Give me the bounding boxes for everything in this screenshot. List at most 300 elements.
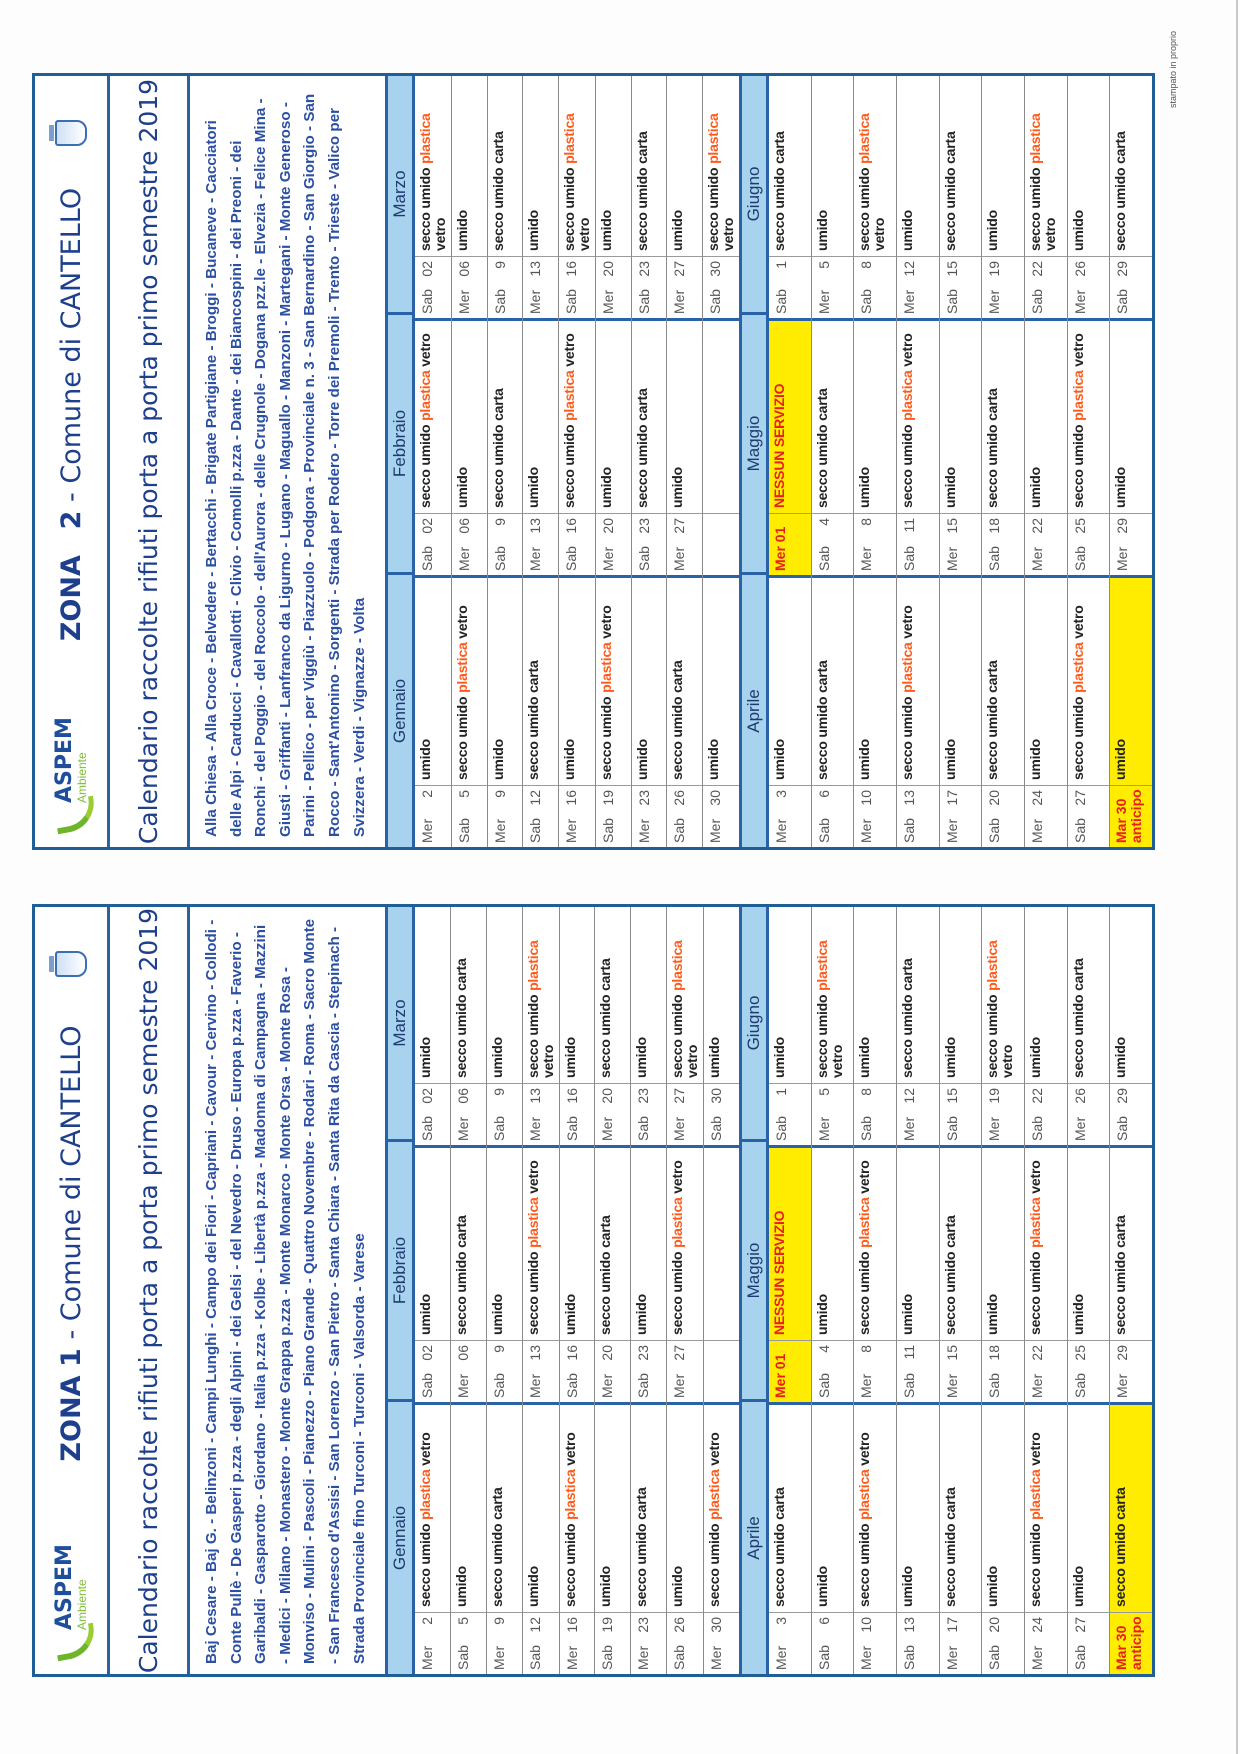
collection-date — [769, 256, 811, 318]
collection-date — [1110, 256, 1152, 318]
waste-type-vetro: vetro — [417, 1432, 433, 1466]
waste-type-plastica: plastica — [524, 1193, 541, 1248]
day-cell — [940, 907, 982, 1145]
collection-date — [1110, 1340, 1152, 1402]
day-number: 16 — [563, 261, 580, 277]
waste-type-carta: carta — [899, 958, 916, 991]
waste-type-secco: secco — [1112, 1564, 1129, 1607]
day-cell — [769, 76, 811, 318]
day-number: 23 — [635, 790, 652, 806]
waste-type-umido: umido — [941, 467, 958, 508]
waste-type-umido: umido — [899, 1566, 916, 1607]
collection-types — [897, 1405, 939, 1612]
table-row — [854, 76, 897, 847]
day-number: 20 — [599, 1345, 616, 1361]
weekday: Sab — [943, 1116, 960, 1141]
collection-types — [703, 578, 739, 785]
zone-word: ZONA — [55, 555, 87, 642]
collection-date — [632, 513, 667, 575]
comune-name: - Comune di CANTELLO — [55, 187, 87, 502]
waste-type-secco: secco — [899, 737, 916, 780]
weekday: Sab — [986, 818, 1003, 843]
waste-type-umido: umido — [771, 1037, 787, 1078]
collection-date — [854, 1612, 896, 1674]
waste-type-umido: umido — [454, 692, 470, 738]
day-number: anticipo — [1128, 1616, 1145, 1670]
day-cell — [451, 907, 486, 1145]
collection-date — [451, 1083, 486, 1145]
day-number: 29 — [1114, 1088, 1131, 1104]
waste-type-plastica: plastica — [524, 940, 541, 991]
day-cell — [451, 1402, 486, 1674]
day-number: 9 — [490, 1088, 507, 1096]
weekday: Mer — [858, 1645, 875, 1670]
collection-date — [595, 1612, 630, 1674]
waste-type-umido: umido — [524, 1247, 541, 1293]
day-cell — [769, 318, 811, 575]
day-number: 8 — [858, 1345, 875, 1353]
waste-type-secco: secco — [856, 1292, 873, 1335]
weekday: Sab — [490, 1116, 507, 1141]
waste-type-umido: umido — [1027, 1247, 1044, 1293]
waste-type-vetro: vetro — [417, 333, 433, 367]
waste-type-umido: umido — [705, 739, 722, 780]
collection-date — [940, 1612, 982, 1674]
month-header: Aprile — [742, 1399, 766, 1674]
day-number: 2 — [419, 1617, 435, 1625]
day-number: 20 — [986, 790, 1003, 806]
collection-date — [1025, 1612, 1067, 1674]
waste-type-vetro: vetro — [1069, 333, 1086, 367]
waste-type-umido: umido — [633, 1294, 650, 1335]
weekday: Sab — [563, 1116, 580, 1141]
waste-type-carta: carta — [488, 1487, 505, 1520]
waste-type-umido: umido — [489, 739, 506, 780]
waste-type-carta: carta — [771, 131, 787, 164]
collection-date — [523, 785, 558, 847]
waste-type-umido: umido — [813, 1566, 830, 1607]
collection-types — [523, 321, 558, 513]
day-cell — [667, 907, 703, 1145]
collection-types — [897, 321, 939, 513]
day-cell — [940, 1402, 982, 1674]
half-year-block — [388, 76, 742, 847]
day-number: 11 — [901, 518, 918, 533]
day-number: 26 — [671, 1617, 688, 1633]
collection-date — [631, 1612, 666, 1674]
collection-date — [560, 1083, 595, 1145]
collection-date — [812, 1612, 854, 1674]
day-cell — [769, 1145, 811, 1402]
weekday: Sab — [986, 1373, 1003, 1398]
weekday: Mer — [671, 546, 688, 571]
collection-types — [667, 907, 703, 1083]
weekday: Mer — [1114, 1373, 1131, 1398]
weekday: Mer — [563, 818, 580, 843]
aspem-logo — [51, 683, 91, 833]
collection-types — [632, 321, 667, 513]
collection-date — [667, 256, 702, 318]
collection-types — [940, 1148, 982, 1340]
waste-type-secco: secco — [1069, 737, 1086, 780]
waste-type-carta: carta — [813, 388, 830, 421]
month-header: Giugno — [744, 166, 763, 222]
weekday: Mer — [773, 1645, 789, 1670]
table-row — [451, 907, 487, 1674]
collection-date — [1068, 1340, 1110, 1402]
weekday: Sab — [815, 1373, 832, 1398]
collection-types — [769, 76, 811, 256]
collection-types — [523, 76, 558, 256]
day-number: 23 — [635, 1088, 652, 1104]
day-cell — [1025, 907, 1067, 1145]
waste-type-secco: secco — [1069, 1035, 1086, 1078]
collection-date — [488, 256, 523, 318]
collection-types — [487, 907, 522, 1083]
page-edge — [1236, 0, 1238, 1754]
waste-type-secco: secco — [452, 1292, 469, 1335]
weekday: Sab — [454, 1645, 471, 1670]
collection-date — [1110, 1083, 1152, 1145]
waste-type-secco: secco — [633, 1564, 650, 1607]
collection-date — [897, 785, 939, 847]
day-cell — [897, 318, 939, 575]
waste-type-secco: secco — [899, 465, 916, 508]
collection-date — [523, 1340, 559, 1402]
leaf-swoosh-icon — [51, 803, 91, 833]
collection-types — [982, 76, 1024, 256]
waste-type-umido: umido — [417, 739, 433, 780]
day-number: 25 — [1071, 1345, 1088, 1361]
day-cell — [560, 1402, 595, 1674]
waste-type-plastica: plastica — [561, 366, 578, 421]
day-cell — [703, 318, 739, 575]
collection-types — [940, 321, 982, 513]
day-cell — [488, 76, 523, 318]
waste-type-umido: umido — [669, 692, 686, 738]
month-header: Maggio — [742, 1139, 766, 1399]
day-cell — [703, 575, 739, 847]
no-service-label: NESSUN SERVIZIO — [771, 383, 787, 508]
collection-types — [812, 1148, 854, 1340]
collection-types — [1068, 578, 1110, 785]
day-number: 30 — [707, 261, 724, 277]
waste-type-secco: secco — [941, 1292, 958, 1335]
day-cell — [631, 1402, 666, 1674]
collection-date — [667, 1340, 703, 1402]
waste-type-vetro: vetro — [454, 605, 470, 639]
collection-date — [596, 256, 631, 318]
waste-type-umido: umido — [597, 1566, 614, 1607]
collection-types — [812, 907, 854, 1083]
collection-date — [1110, 1612, 1152, 1674]
waste-type-vetro: vetro — [999, 1044, 1016, 1078]
waste-type-umido: umido — [771, 1519, 787, 1565]
weekday: Mer — [526, 1116, 543, 1141]
table-row — [488, 76, 524, 847]
table-row — [631, 907, 667, 1674]
collection-types — [854, 76, 896, 256]
weekday: Mer — [1029, 818, 1046, 843]
collection-date — [940, 1083, 982, 1145]
day-cell — [704, 907, 739, 1145]
waste-type-umido: umido — [984, 1294, 1001, 1335]
half-year-block — [388, 907, 742, 1674]
waste-type-umido: umido — [561, 1037, 578, 1078]
collection-types — [703, 76, 739, 256]
waste-type-umido: umido — [984, 990, 1001, 1036]
waste-type-carta: carta — [489, 131, 506, 164]
day-cell — [559, 76, 595, 318]
day-cell — [1068, 1145, 1110, 1402]
table-row — [897, 76, 940, 847]
waste-type-umido: umido — [489, 420, 506, 466]
waste-type-vetro: vetro — [1027, 1160, 1044, 1194]
zone-number: 1 — [55, 1348, 87, 1367]
table-row — [1025, 907, 1068, 1674]
day-number: 27 — [671, 261, 688, 277]
table-row — [1068, 76, 1111, 847]
collection-types — [854, 1148, 896, 1340]
collection-date — [812, 1083, 854, 1145]
collection-table — [388, 907, 1152, 1674]
weekday: Sab — [943, 289, 960, 314]
collection-types — [595, 1148, 630, 1340]
day-cell — [812, 1145, 854, 1402]
weekday: Sab — [526, 1645, 543, 1670]
day-number: 06 — [456, 261, 472, 277]
waste-type-plastica: plastica — [856, 1465, 873, 1520]
collection-date — [523, 256, 558, 318]
waste-type-carta: carta — [633, 1487, 650, 1520]
waste-type-plastica: plastica — [813, 940, 830, 991]
table-row — [632, 76, 668, 847]
weekday: Sab — [1114, 289, 1131, 314]
day-cell — [982, 575, 1024, 847]
day-cell — [940, 1145, 982, 1402]
day-number: 4 — [815, 1345, 832, 1353]
waste-type-carta: carta — [1112, 1487, 1129, 1520]
weekday: Mer — [901, 1116, 918, 1141]
weekday: Mer — [986, 1116, 1003, 1141]
waste-type-vetro: vetro — [856, 1160, 873, 1194]
comune-name: - Comune di CANTELLO — [55, 1025, 87, 1340]
table-row — [812, 76, 855, 847]
day-cell — [559, 575, 595, 847]
waste-type-umido: umido — [1027, 163, 1044, 209]
waste-type-vetro: vetro — [561, 333, 578, 367]
collection-date — [487, 1083, 522, 1145]
waste-type-umido: umido — [489, 163, 506, 209]
collection-types — [667, 1405, 703, 1612]
waste-type-umido: umido — [984, 210, 1001, 251]
waste-type-secco: secco — [417, 208, 433, 251]
weekday: Sab — [707, 289, 724, 314]
waste-type-umido: umido — [669, 210, 686, 251]
collection-date — [769, 1612, 811, 1674]
table-row — [982, 907, 1025, 1674]
collection-date — [559, 513, 595, 575]
waste-type-secco: secco — [524, 1292, 541, 1335]
waste-type-umido: umido — [984, 692, 1001, 738]
waste-type-plastica: plastica — [1027, 1193, 1044, 1248]
weekday: Sab — [815, 818, 832, 843]
collection-types — [897, 1148, 939, 1340]
day-number: 9 — [490, 1345, 507, 1353]
day-cell — [1025, 1145, 1067, 1402]
waste-type-carta: carta — [984, 660, 1001, 693]
collection-date — [854, 513, 896, 575]
day-number: 25 — [1071, 518, 1088, 534]
waste-type-umido: umido — [813, 420, 830, 466]
collection-date — [940, 513, 982, 575]
day-number: 5 — [456, 790, 472, 798]
waste-type-vetro: vetro — [669, 1160, 686, 1194]
day-cell — [812, 1402, 854, 1674]
day-cell — [854, 1402, 896, 1674]
day-cell — [1068, 76, 1110, 318]
weekday: Sab — [419, 546, 435, 571]
waste-type-umido: umido — [669, 1566, 686, 1607]
collection-date — [596, 785, 631, 847]
collection-date — [897, 513, 939, 575]
day-cell — [982, 318, 1024, 575]
waste-type-secco: secco — [525, 737, 542, 780]
day-number: 02 — [419, 261, 435, 277]
collection-date — [559, 785, 595, 847]
waste-type-vetro: vetro — [561, 1432, 578, 1466]
waste-type-umido: umido — [524, 1566, 541, 1607]
waste-type-secco: secco — [1027, 208, 1044, 251]
waste-type-secco: secco — [1027, 1292, 1044, 1335]
waste-type-umido: umido — [856, 467, 873, 508]
day-cell — [1068, 318, 1110, 575]
weekday: Sab — [491, 289, 508, 314]
waste-type-plastica: plastica — [1069, 638, 1086, 693]
table-body — [769, 76, 1152, 847]
weekday: Mer — [943, 1645, 960, 1670]
day-number: 29 — [1114, 518, 1131, 534]
table-row — [940, 907, 983, 1674]
day-number: 8 — [858, 261, 875, 269]
day-cell — [854, 76, 896, 318]
day-cell — [854, 318, 896, 575]
day-number: 22 — [1029, 1345, 1046, 1361]
waste-type-vetro: vetro — [539, 1044, 556, 1078]
day-cell — [1110, 76, 1152, 318]
month-header: Aprile — [742, 572, 766, 847]
waste-type-umido: umido — [856, 163, 873, 209]
weekday: Mer — [671, 1116, 688, 1141]
day-number: 22 — [1029, 1088, 1046, 1104]
day-cell — [1068, 1402, 1110, 1674]
collection-date — [897, 256, 939, 318]
waste-type-secco: secco — [452, 1035, 469, 1078]
waste-type-umido: umido — [941, 1247, 958, 1293]
day-number: 06 — [456, 518, 472, 534]
collection-types — [1025, 1148, 1067, 1340]
weekday: Mer — [943, 546, 960, 571]
weekday: Mer 01 — [772, 1353, 788, 1398]
waste-type-umido: umido — [706, 1519, 723, 1565]
day-cell — [559, 318, 595, 575]
day-number: 19 — [600, 790, 617, 806]
waste-type-carta: carta — [525, 660, 542, 693]
collection-date — [1025, 513, 1067, 575]
day-number: 5 — [454, 1617, 471, 1625]
collection-types — [452, 578, 487, 785]
day-cell — [982, 1402, 1024, 1674]
waste-type-secco: secco — [941, 1564, 958, 1607]
day-cell — [415, 575, 451, 847]
day-cell — [595, 1402, 630, 1674]
waste-type-plastica: plastica — [899, 638, 916, 693]
collection-date — [854, 785, 896, 847]
collection-types — [559, 76, 595, 256]
aspem-logo — [51, 1510, 91, 1660]
waste-type-vetro: vetro — [706, 1432, 723, 1466]
day-number: 30 — [707, 790, 724, 806]
weekday: Mer — [454, 1116, 471, 1141]
collection-date — [897, 1083, 939, 1145]
waste-type-plastica: plastica — [669, 1193, 686, 1248]
collection-date — [982, 1083, 1024, 1145]
table-row — [769, 907, 812, 1674]
collection-types — [897, 907, 939, 1083]
weekday: Mer 01 — [772, 526, 788, 571]
day-cell — [982, 907, 1024, 1145]
collection-date — [523, 513, 558, 575]
day-cell — [897, 1402, 939, 1674]
waste-type-secco: secco — [489, 208, 506, 251]
day-number: 27 — [671, 518, 688, 534]
waste-type-umido: umido — [813, 990, 830, 1036]
weekday: Sab — [563, 289, 580, 314]
waste-type-umido: umido — [1112, 1037, 1129, 1078]
collection-types — [1110, 907, 1152, 1083]
waste-type-vetro: vetro — [899, 605, 916, 639]
weekday: Sab — [671, 818, 688, 843]
collection-types — [1025, 578, 1067, 785]
waste-type-umido: umido — [856, 739, 873, 780]
zone-2-panel — [32, 73, 1155, 850]
collection-date — [487, 1340, 522, 1402]
collection-types — [940, 578, 982, 785]
day-number: 9 — [491, 261, 508, 269]
day-cell — [667, 575, 702, 847]
collection-types — [631, 907, 666, 1083]
day-number: 9 — [490, 1617, 507, 1625]
collection-date — [415, 513, 451, 575]
waste-type-plastica: plastica — [561, 113, 578, 164]
weekday: Sab — [635, 289, 652, 314]
day-number: 13 — [901, 790, 918, 806]
day-cell — [523, 575, 558, 847]
weekday: Mer — [454, 1373, 471, 1398]
half-year-block — [742, 76, 1152, 847]
weekday: Sab — [490, 1373, 507, 1398]
collection-types — [897, 578, 939, 785]
waste-type-plastica: plastica — [417, 366, 433, 421]
weekday: Mer — [491, 818, 508, 843]
waste-type-umido: umido — [771, 163, 787, 209]
waste-type-umido: umido — [1112, 739, 1129, 780]
table-row — [769, 76, 812, 847]
coat-of-arms-icon — [55, 120, 87, 146]
weekday: Sab — [491, 546, 508, 571]
day-number: 06 — [454, 1088, 471, 1104]
waste-type-umido: umido — [633, 163, 650, 209]
